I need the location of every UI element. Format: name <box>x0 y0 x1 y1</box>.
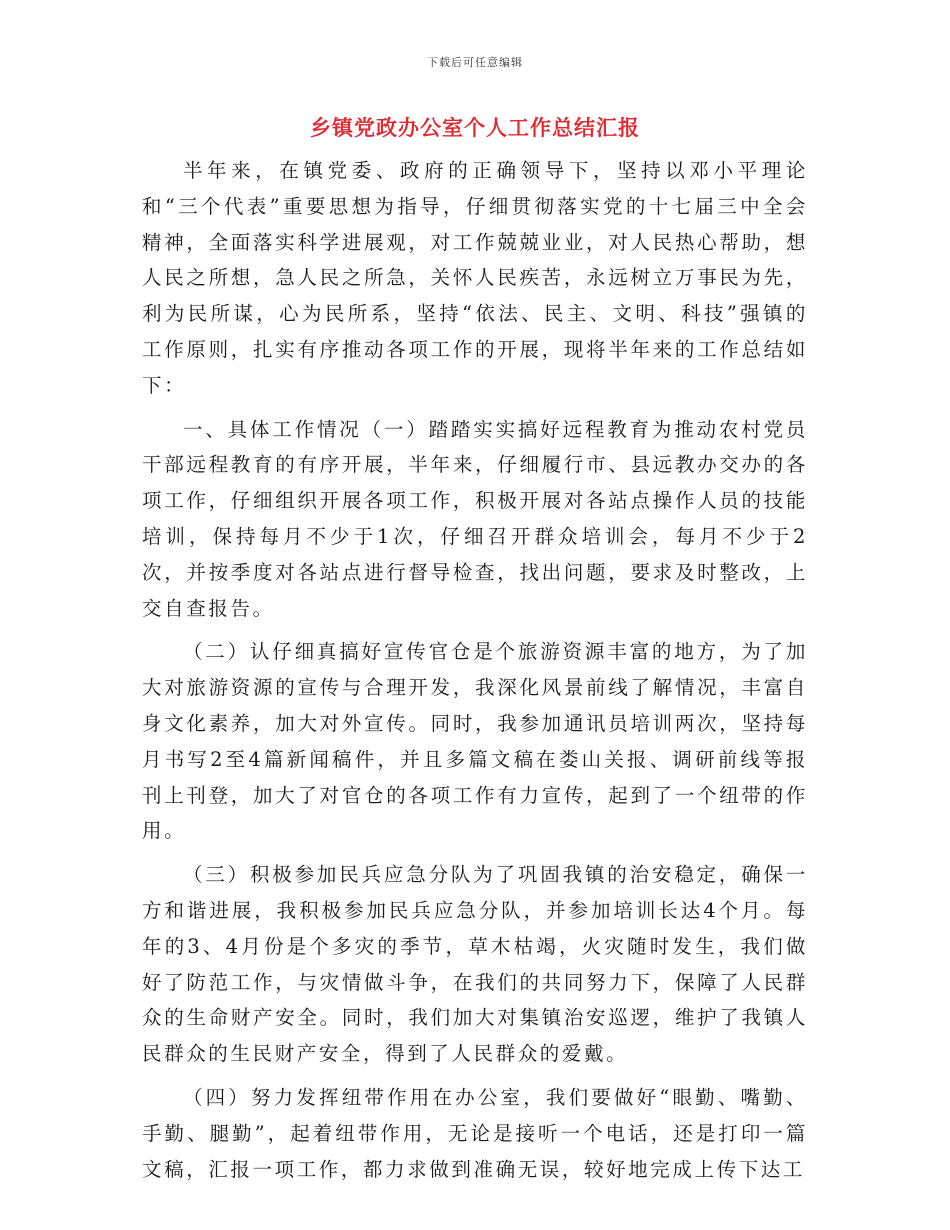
header-note: 下载后可任意编辑 <box>427 56 523 69</box>
paragraph-section-2: （二）认仔细真搞好宣传官仓是个旅游资源丰富的地方，为了加大对旅游资源的宣传与合理开发，我深化风景前线了解情况，丰富自身文化素养，加大对外宣传。同时，我参加通讯员培训两次，坚持每月书写2至4篇新闻稿件，并且多篇文稿在娄山关报、调研前线等报刊上刊登，加大了对官仓的各项工作有力宣传，起到了一个纽带的作用。 <box>142 640 808 843</box>
document-title: 乡镇党政办公室个人工作总结汇报 <box>310 116 640 140</box>
paragraph-intro: 半年来，在镇党委、政府的正确领导下，坚持以邓小平理论和“三个代表”重要思想为指导，仔细贯彻落实党的十七届三中全会精神，全面落实科学进展观，对工作兢兢业业，对人民热心帮助，想人民之所想，急人民之所急，关怀人民疾苦，永远树立万事民为先，利为民所谋，心为民所系，坚持“依法、民主、文明、科技”强镇的工作原则，扎实有序推动各项工作的开展，现将半年来的工作总结如下： <box>142 159 808 397</box>
paragraph-section-1: 一、具体工作情况（一）踏踏实实搞好远程教育为推动农村党员干部远程教育的有序开展，半年来，仔细履行市、县远教办交办的各项工作，仔细组织开展各项工作，积极开展对各站点操作人员的技能培训，保持每月不少于1次，仔细召开群众培训会，每月不少于2次，并按季度对各站点进行督导检查，找出问题，要求及时整改，上交自查报告。 <box>142 417 808 620</box>
document-body <box>142 153 808 1195</box>
paragraph-section-3: （三）积极参加民兵应急分队为了巩固我镇的治安稳定，确保一方和谐进展，我积极参加民兵应急分队，并参加培训长达4个月。每年的3、4月份是个多灾的季节，草木枯竭，火灾随时发生，我们做好了防范工作，与灾情做斗争，在我们的共同努力下，保障了人民群众的生命财产安全。同时，我们加大对集镇治安巡逻，维护了我镇人民群众的生民财产安全，得到了人民群众的爱戴。 <box>142 863 808 1066</box>
paragraph-section-4: （四）努力发挥纽带作用在办公室，我们要做好“眼勤、嘴勤、手勤、腿勤”，起着纽带作用，无论是接听一个电话，还是打印一篇文稿，汇报一项工作，都力求做到准确无误，较好地完成上传下达工 <box>142 1085 808 1181</box>
